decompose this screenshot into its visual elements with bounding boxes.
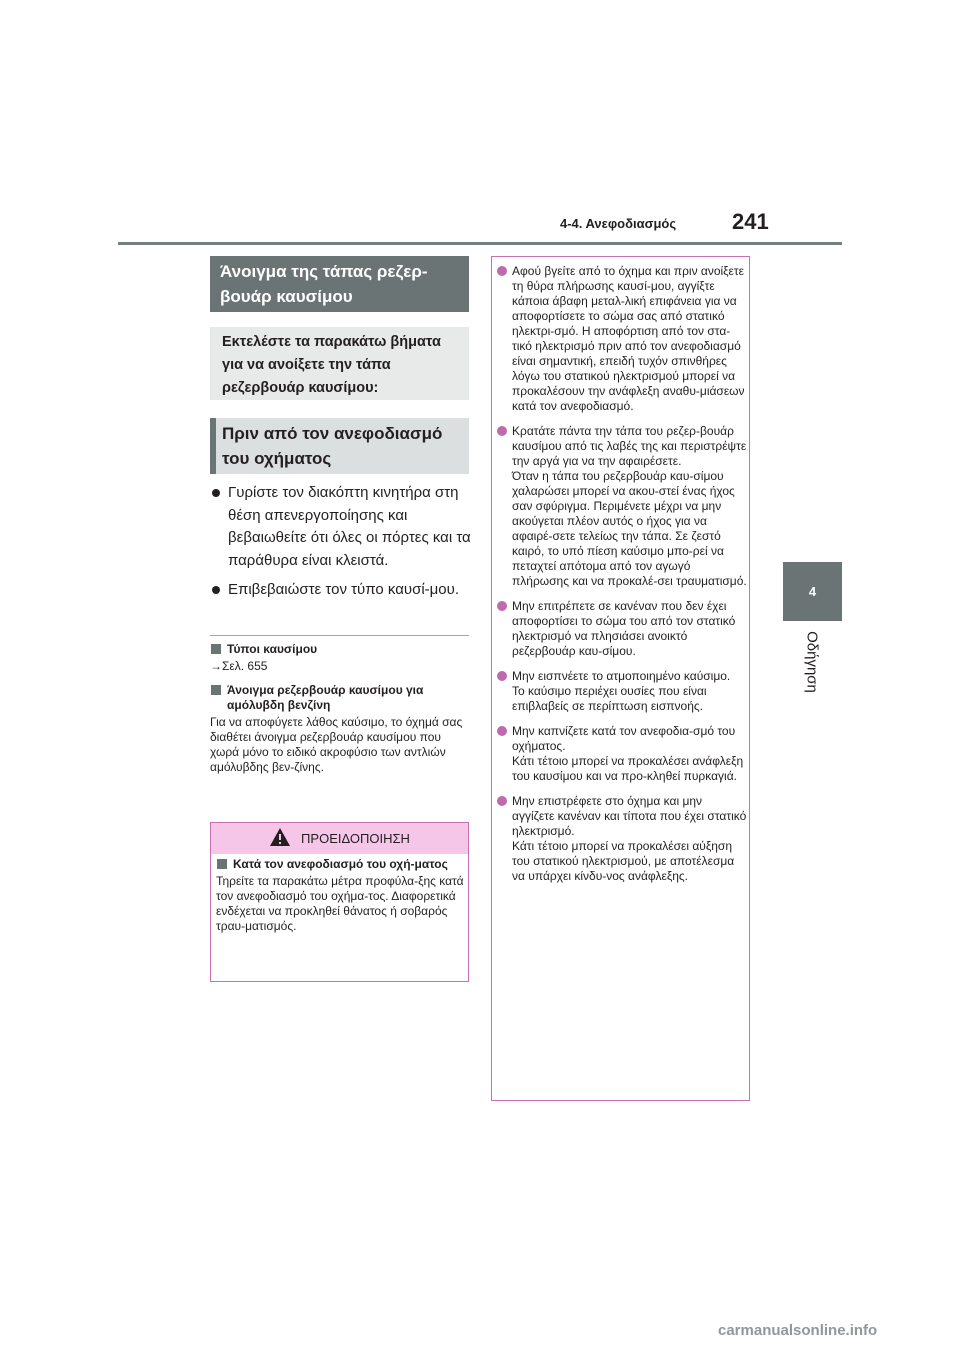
note-title: Τύποι καυσίμου (227, 642, 318, 656)
warning-item (497, 669, 747, 714)
subheading: Πριν από τον ανεφοδιασμό του οχήματος (210, 418, 469, 474)
note-body: Για να αποφύγετε λάθος καύσιμο, το όχημά σας διαθέτει άνοιγμα ρεζερβουάρ καυσίμου που χωρά μόνο το ειδικό ακροφύσιο των αντλιών αμόλυβδης βεν-ζίνης. (210, 715, 463, 774)
warning-content (216, 857, 464, 934)
warning-item-text: Κρατάτε πάντα την τάπα του ρεζερ-βουάρ καυσίμου από τις λαβές της και περιστρέψτε την αργά για να την αφαιρέσετε. Όταν η τάπα του ρεζερβουάρ καυ-σίμου χαλαρώσει μπορεί να ακου-στεί ένας ήχος σαν σφύριγμα. Περιμένετε μέχρι να μην ακούγεται πλέον αυτός ο ήχος για να αφαιρέ-σετε τελείως την τάπα. Σε ζεστό καιρό, το υπό πίεση καύσιμο μπο-ρεί να πεταχτεί απότομα από τον αγωγό πλήρωσης και να προκαλέ-σει τραυματισμό. (512, 424, 747, 588)
warning-header (211, 823, 468, 854)
warning-heading (216, 857, 464, 872)
note-heading (210, 683, 472, 713)
pink-bullet-icon (497, 726, 507, 736)
warning-item-text: Μην επιτρέπετε σε κανέναν που δεν έχει αποφορτίσει το σώμα του από τον στατικό ηλεκτρισμό να πλησιάσει ανοικτό ρεζερβουάρ καυ-σίμου. (512, 599, 736, 658)
warning-item (497, 264, 747, 414)
bullet-icon (212, 489, 220, 497)
page-number: 241 (732, 209, 769, 234)
chapter-label: Οδήγηση (803, 631, 821, 693)
warning-triangle-icon (269, 827, 291, 850)
warning-body: Τηρείτε τα παρακάτω μέτρα προφύλα-ξης κατά τον ανεφοδιασμό του οχήμα-τος. Διαφορετικά ενδέχεται να προκληθεί θάνατος ή σοβαρός τραυ-ματισμός. (216, 874, 464, 933)
warning-item-text: Μην επιστρέφετε στο όχημα και μην αγγίζετε κανέναν και τίποτα που έχει στατικό ηλεκτρισμό. Κάτι τέτοιο μπορεί να προκαλέσει αύξηση του στατικού ηλεκτρισμού, με αποτέλεσμα να υπάρχει κίνδυ-νος ανάφλεξης. (512, 794, 747, 883)
note-heading (210, 642, 472, 657)
step-text: Επιβεβαιώστε τον τύπο καυσί-μου. (228, 581, 460, 598)
bullet-icon (212, 586, 220, 594)
section-title: Άνοιγμα της τάπας ρεζερ-βουάρ καυσίμου (210, 256, 469, 312)
step-text: Γυρίστε τον διακόπτη κινητήρα στη θέση απενεργοποίησης και βεβαιωθείτε ότι όλες οι πόρτες και τα παράθυρα είναι κλειστά. (228, 484, 471, 569)
notes (210, 642, 472, 784)
intro-text: Εκτελέστε τα παρακάτω βήματα για να ανοίξετε την τάπα ρεζερβουάρ καυσίμου: (210, 327, 469, 400)
warning-box (210, 822, 469, 982)
pink-bullet-icon (497, 796, 507, 806)
page-reference-link[interactable]: →Σελ. 655 (210, 659, 268, 673)
pink-bullet-icon (497, 601, 507, 611)
square-bullet-icon (211, 644, 221, 654)
warning-item (497, 794, 747, 884)
chapter-tab: 4 (783, 562, 842, 621)
step-list (210, 482, 472, 609)
pink-bullet-icon (497, 266, 507, 276)
step-item (210, 579, 472, 602)
warning-heading-text: Κατά τον ανεφοδιασμό του οχή-ματος (233, 857, 448, 871)
header-rule (118, 242, 842, 245)
warning-label: ΠΡΟΕΙΔΟΠΟΙΗΣΗ (301, 831, 410, 846)
watermark: carmanualsonline.info (718, 1322, 878, 1339)
notes-divider (210, 635, 469, 636)
square-bullet-icon (211, 685, 221, 695)
pink-bullet-icon (497, 671, 507, 681)
square-bullet-icon (217, 859, 227, 869)
pink-bullet-icon (497, 426, 507, 436)
warning-item (497, 424, 747, 589)
note-title: Άνοιγμα ρεζερβουάρ καυσίμου για αμόλυβδη βενζίνη (227, 683, 424, 712)
warning-item-text: Μην καπνίζετε κατά τον ανεφοδια-σμό του οχήματος. Κάτι τέτοιο μπορεί να προκαλέσει ανάφλεξη του καυσίμου και να προ-κληθεί πυρκαγιά. (512, 724, 744, 783)
step-item (210, 482, 472, 572)
warning-list-box (491, 256, 750, 1101)
warning-item (497, 599, 747, 659)
warning-list (497, 264, 747, 894)
section-label: 4-4. Ανεφοδιασμός (560, 216, 677, 231)
warning-item-text: Αφού βγείτε από το όχημα και πριν ανοίξετε τη θύρα πλήρωσης καυσί-μου, αγγίξτε κάποια άβαφη μεταλ-λική επιφάνεια για να αποφορτίσετε το σώμα σας από στατικό ηλεκτρι-σμό. Η αποφόρτιση από τον στα-τικό ηλεκτρισμό πριν από τον ανεφοδιασμό είναι σημαντική, επειδή τυχόν σπινθήρες λόγω του στατικού ηλεκτρισμού μπορεί να προκαλέσουν την ανάφλεξη αναθυ-μιάσεων κατά τον ανεφοδιασμό. (512, 264, 745, 413)
warning-item (497, 724, 747, 784)
warning-item-text: Μην εισπνέετε το ατμοποιημένο καύσιμο. Το καύσιμο περιέχει ουσίες που είναι επιβλαβείς σε περίπτωση εισπνοής. (512, 669, 731, 713)
